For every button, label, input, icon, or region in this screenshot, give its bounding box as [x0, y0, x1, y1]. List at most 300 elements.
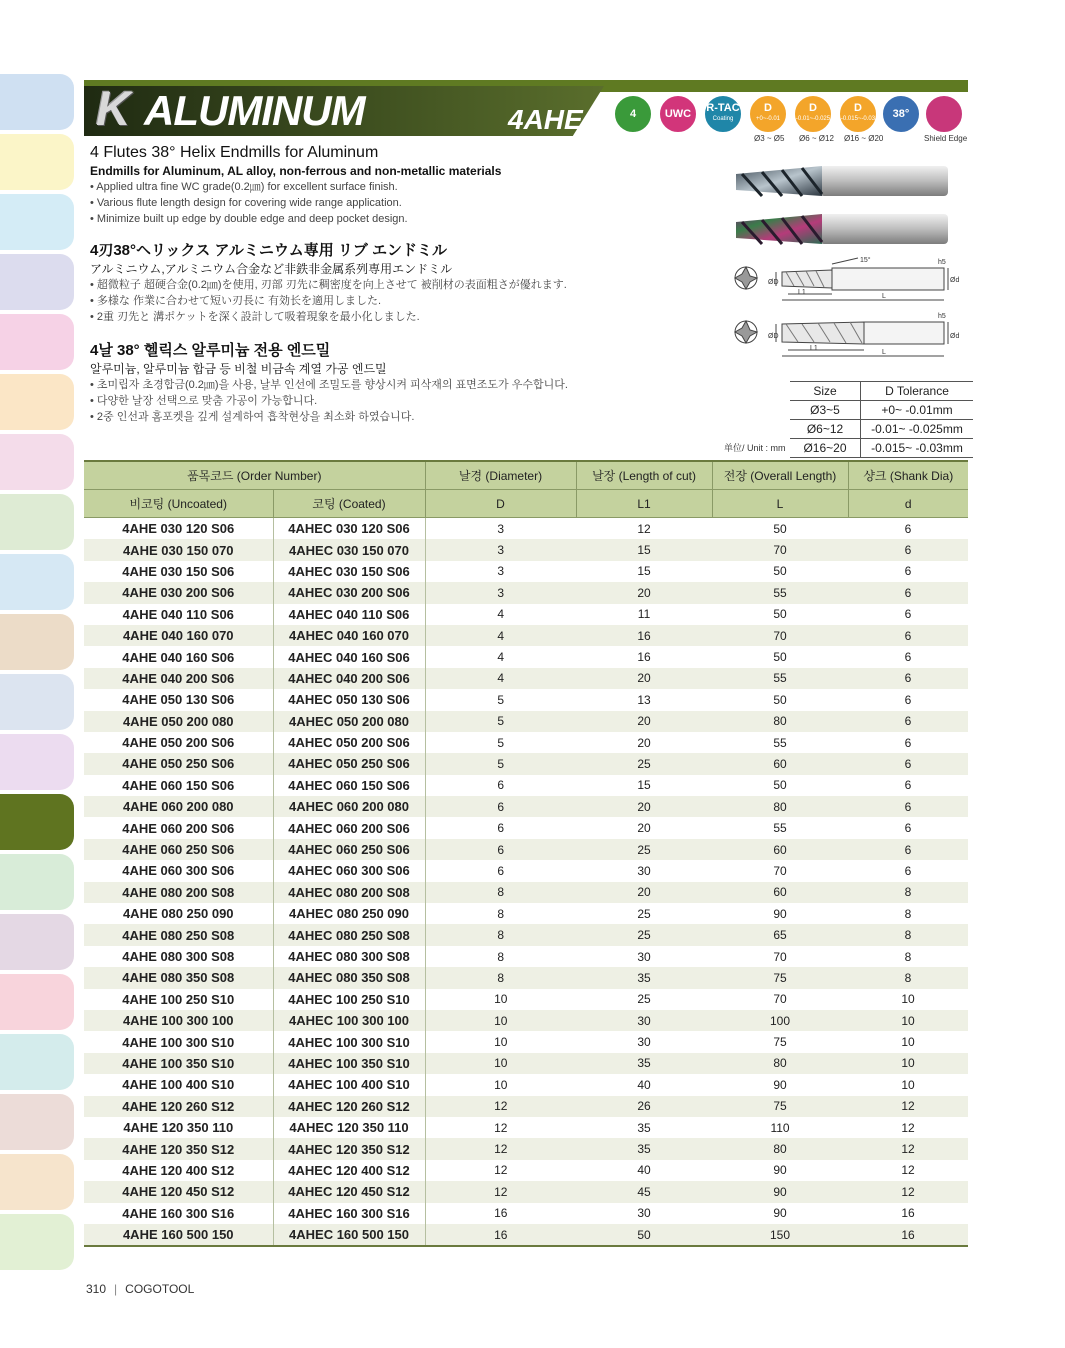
badge-sub: Coating — [712, 116, 734, 122]
overall-length-cell: 80 — [712, 1053, 848, 1074]
flute-count-badge — [613, 94, 653, 134]
loc-cell: 25 — [576, 839, 712, 860]
coated-code: 4AHEC 030 200 S06 — [273, 582, 425, 603]
coated-code: 4AHEC 100 400 S10 — [273, 1074, 425, 1095]
shank-cell: 8 — [848, 924, 968, 945]
overall-length-cell: 75 — [712, 967, 848, 988]
overall-length-cell: 50 — [773, 521, 787, 536]
table-row — [84, 1138, 968, 1159]
loc-cell: 11 — [637, 607, 651, 622]
coated-code: 4AHEC 050 200 S06 — [273, 732, 425, 753]
side-tab[interactable] — [0, 1034, 74, 1090]
overall-length-cell: 90 — [773, 1077, 787, 1092]
table-row — [84, 1053, 968, 1074]
diameter-cell: 10 — [425, 1074, 576, 1095]
l-label: L — [882, 293, 886, 300]
loc-cell: 35 — [637, 1120, 651, 1135]
diameter-cell: 8 — [425, 882, 576, 903]
coated-code: 4AHEC 120 260 S12 — [273, 1096, 425, 1117]
loc-cell: 13 — [637, 692, 651, 707]
badge-label: 4 — [629, 107, 637, 120]
uncoated-code: 4AHE 080 250 S08 — [84, 924, 273, 945]
side-tab[interactable] — [0, 374, 74, 430]
side-tab[interactable] — [0, 734, 74, 790]
tolerance-head-tol: D Tolerance — [861, 382, 974, 401]
side-tab[interactable] — [0, 674, 74, 730]
loc-cell: 45 — [576, 1181, 712, 1202]
diameter-cell: 6 — [425, 775, 576, 796]
overall-length-cell: 55 — [712, 582, 848, 603]
diameter-cell: 12 — [425, 1117, 576, 1138]
shank-cell: 16 — [848, 1224, 968, 1246]
loc-cell: 20 — [576, 582, 712, 603]
table-row — [84, 924, 968, 945]
overall-length-cell: 90 — [773, 1163, 787, 1178]
shank-cell: 10 — [848, 1010, 968, 1031]
overall-length-cell: 60 — [712, 839, 848, 860]
diameter-cell: 6 — [425, 817, 576, 838]
uncoated-code: 4AHE 100 400 S10 — [122, 1077, 235, 1093]
loc-cell: 16 — [637, 650, 651, 665]
tolerance-size: Ø3~5 — [790, 401, 861, 420]
side-tab[interactable] — [0, 1154, 74, 1210]
diameter-cell: 10 — [425, 1031, 576, 1052]
loc-cell: 15 — [637, 778, 651, 793]
diameter-cell: 10 — [425, 989, 576, 1010]
shield-edge-badge — [924, 94, 964, 134]
coated-code: 4AHEC 100 350 S10 — [273, 1053, 425, 1074]
side-tab[interactable] — [0, 914, 74, 970]
uncoated-code: 4AHE 050 200 080 — [84, 711, 273, 732]
diameter-cell: 6 — [425, 860, 576, 881]
uncoated-code: 4AHE 050 130 S06 — [122, 692, 235, 708]
side-tab[interactable] — [0, 314, 74, 370]
description-kr — [90, 341, 710, 425]
table-row — [84, 1181, 968, 1202]
table-row — [84, 753, 968, 774]
table-row — [84, 668, 968, 689]
side-tab[interactable] — [0, 254, 74, 310]
uncoated-code: 4AHE 050 250 S06 — [84, 753, 273, 774]
loc-cell: 26 — [576, 1096, 712, 1117]
shank-cell: 10 — [901, 992, 915, 1007]
loc-cell: 35 — [576, 967, 712, 988]
diameter-cell: 3 — [425, 518, 576, 540]
uncoated-code: 4AHE 080 350 S08 — [84, 967, 273, 988]
table-row — [84, 689, 968, 710]
shank-cell: 6 — [904, 821, 912, 836]
table-row — [84, 561, 968, 582]
shank-cell: 6 — [904, 521, 912, 536]
tolerance-table — [790, 381, 973, 458]
product-photo — [732, 160, 952, 250]
desc-jp-subtitle: アルミニウム,アルミニウム合金など非鉄非金属系列専用エンドミル — [90, 262, 453, 276]
brand-logo-letter: K — [96, 83, 131, 136]
uncoated-code: 4AHE 100 300 100 — [84, 1010, 273, 1031]
loc-cell: 25 — [637, 906, 651, 921]
side-tab[interactable] — [0, 194, 74, 250]
overall-length-cell: 55 — [773, 735, 787, 750]
side-tab[interactable] — [0, 1094, 74, 1150]
shank-cell: 6 — [848, 711, 968, 732]
overall-length-cell: 50 — [773, 778, 787, 793]
diameter-cell: 4 — [425, 625, 576, 646]
desc-kr-title: 4날 38° 헬릭스 알루미늄 전용 엔드밀 — [90, 342, 331, 359]
table-row — [84, 1203, 968, 1224]
table-row — [84, 732, 968, 753]
shank-cell: 6 — [848, 796, 968, 817]
diameter-cell: 3 — [425, 582, 576, 603]
shank-cell: 6 — [848, 839, 968, 860]
badge-label: UWC — [664, 107, 692, 120]
overall-length-cell: 110 — [770, 1120, 790, 1135]
coated-code: 4AHEC 100 300 100 — [273, 1010, 425, 1031]
uncoated-code: 4AHE 120 350 110 — [123, 1120, 234, 1136]
uncoated-code: 4AHE 080 300 S08 — [122, 949, 235, 964]
loc-cell: 40 — [637, 1077, 651, 1092]
uncoated-code: 4AHE 080 250 090 — [122, 906, 234, 922]
coated-code: 4AHEC 040 160 070 — [273, 625, 425, 646]
table-row — [84, 1031, 968, 1052]
l1-label: L1 — [810, 345, 818, 352]
coated-code: 4AHEC 160 300 S16 — [273, 1203, 425, 1224]
series-code: 4AHE — [508, 104, 583, 135]
table-row — [84, 967, 968, 988]
loc-cell: 20 — [576, 882, 712, 903]
uncoated-code: 4AHE 120 350 S12 — [84, 1138, 273, 1159]
loc-cell: 30 — [637, 1035, 651, 1050]
uncoated-code: 4AHE 160 500 150 — [84, 1224, 273, 1246]
table-row — [84, 903, 968, 924]
diameter-cell: 12 — [425, 1138, 576, 1159]
table-row — [84, 839, 968, 860]
uncoated-code: 4AHE 040 160 070 — [84, 625, 273, 646]
diameter-cell: 4 — [425, 668, 576, 689]
diameter-cell: 10 — [425, 1053, 576, 1074]
coated-code: 4AHEC 030 150 S06 — [273, 561, 425, 582]
overall-length-cell: 50 — [773, 650, 787, 665]
table-row — [84, 796, 968, 817]
side-tab[interactable] — [0, 74, 74, 130]
loc-cell: 25 — [576, 924, 712, 945]
badge-caption: Shield Edge — [924, 134, 968, 143]
side-tab[interactable] — [0, 494, 74, 550]
overall-length-cell: 90 — [773, 1206, 787, 1221]
helix-badge — [881, 94, 921, 134]
table-row — [84, 1117, 968, 1138]
badge-sub: -0.015~-0.03 — [840, 116, 876, 122]
uncoated-code: 4AHE 120 400 S12 — [122, 1162, 235, 1178]
d-small-label: Ød — [950, 333, 960, 340]
diameter-cell: 5 — [425, 732, 576, 753]
badge-caption: Ø16 ~ Ø20 — [844, 134, 884, 143]
page-footer — [86, 1282, 194, 1296]
overall-length-cell: 50 — [773, 692, 787, 707]
coated-code: 4AHEC 030 120 S06 — [273, 518, 425, 540]
shank-cell: 6 — [904, 607, 912, 622]
coated-code: 4AHEC 060 200 080 — [273, 796, 425, 817]
uncoated-code: 4AHE 100 250 S10 — [122, 991, 235, 1007]
shank-cell: 6 — [904, 863, 912, 878]
coated-code: 4AHEC 060 200 S06 — [273, 817, 425, 838]
tolerance-size: Ø16~20 — [790, 439, 861, 458]
uncoated-code: 4AHE 060 200 080 — [84, 796, 273, 817]
uncoated-code: 4AHE 030 150 S06 — [122, 563, 235, 579]
page-number: 310 — [86, 1282, 107, 1296]
coated-code: 4AHEC 030 150 070 — [273, 539, 425, 560]
shank-cell: 12 — [901, 1163, 915, 1178]
loc-cell: 40 — [637, 1163, 651, 1178]
diameter-cell: 10 — [425, 1010, 576, 1031]
overall-length-cell: 80 — [712, 796, 848, 817]
diameter-cell: 5 — [425, 753, 576, 774]
shank-cell: 6 — [904, 564, 912, 579]
side-tab[interactable] — [0, 794, 74, 850]
table-row — [84, 1010, 968, 1031]
uncoated-code: 4AHE 080 200 S08 — [84, 882, 273, 903]
page-title: ALUMINUM — [144, 87, 365, 134]
overall-length-cell: 80 — [712, 711, 848, 732]
badge-sub: -0.01~-0.025 — [795, 116, 831, 122]
col-header-diameter: 날경 (Diameter) — [425, 461, 576, 490]
coated-code: 4AHEC 050 200 080 — [273, 711, 425, 732]
loc-cell: 35 — [576, 1138, 712, 1159]
h5-label: h5 — [938, 259, 946, 266]
tolerance-head-size: Size — [790, 382, 861, 401]
desc-en-bullet: • Various flute length design for covering wide range application. — [90, 197, 402, 209]
coated-code: 4AHEC 060 250 S06 — [273, 839, 425, 860]
diameter-cell: 3 — [425, 539, 576, 560]
diameter-cell: 16 — [425, 1224, 576, 1246]
coated-code: 4AHEC 080 250 S08 — [273, 924, 425, 945]
col-header-length-of-cut: 날장 (Length of cut) — [576, 461, 712, 490]
loc-cell: 30 — [637, 863, 651, 878]
l1-label: L1 — [798, 289, 806, 296]
coated-code: 4AHEC 100 250 S10 — [273, 989, 425, 1010]
unit-label: 单位/ Unit : mm — [724, 443, 786, 453]
desc-en-bullet: • Minimize built up edge by double edge and deep pocket design. — [90, 213, 408, 225]
diameter-cell: 3 — [425, 561, 576, 582]
diameter-cell: 6 — [425, 839, 576, 860]
loc-cell: 15 — [637, 564, 651, 579]
coated-code: 4AHEC 060 150 S06 — [273, 775, 425, 796]
uncoated-code: 4AHE 100 300 S10 — [122, 1034, 235, 1050]
diameter-cell: 4 — [425, 604, 576, 625]
shank-cell: 6 — [848, 539, 968, 560]
angle-label: 15° — [860, 257, 871, 264]
badge-label: 38° — [892, 107, 910, 120]
table-row — [84, 775, 968, 796]
desc-jp-title: 4刃38°ヘリックス アルミニウム専用 リブ エンドミル — [90, 242, 448, 259]
shank-cell: 10 — [901, 1035, 915, 1050]
shank-cell: 6 — [848, 582, 968, 603]
coated-code: 4AHEC 050 130 S06 — [273, 689, 425, 710]
table-row — [84, 625, 968, 646]
uncoated-code: 4AHE 100 350 S10 — [84, 1053, 273, 1074]
shank-cell: 6 — [848, 625, 968, 646]
footer-separator: | — [114, 1282, 118, 1296]
uwc-badge — [658, 94, 698, 134]
coated-code: 4AHEC 120 450 S12 — [273, 1181, 425, 1202]
col-header-d: D — [425, 490, 576, 518]
d-cap-label: ØD — [768, 279, 779, 286]
coated-code: 4AHEC 100 300 S10 — [273, 1031, 425, 1052]
table-row — [84, 1224, 968, 1246]
diameter-cell: 4 — [425, 646, 576, 667]
overall-length-cell: 75 — [773, 1035, 787, 1050]
shank-cell: 12 — [848, 1181, 968, 1202]
side-tab[interactable] — [0, 134, 74, 190]
tolerance-size: Ø6~12 — [790, 420, 861, 439]
overall-length-cell: 70 — [712, 539, 848, 560]
overall-length-cell: 75 — [712, 1096, 848, 1117]
coated-code: 4AHEC 120 350 S12 — [273, 1138, 425, 1159]
loc-cell: 30 — [576, 1010, 712, 1031]
uncoated-code: 4AHE 060 250 S06 — [84, 839, 273, 860]
loc-cell: 25 — [637, 992, 651, 1007]
col-header-l: L — [712, 490, 848, 518]
table-row — [84, 582, 968, 603]
overall-length-cell: 70 — [773, 949, 787, 964]
diameter-cell: 8 — [425, 967, 576, 988]
table-row — [84, 1160, 968, 1181]
uncoated-code: 4AHE 160 300 S16 — [122, 1205, 235, 1221]
overall-length-cell: 70 — [712, 625, 848, 646]
diameter-cell: 6 — [425, 796, 576, 817]
product-table — [84, 460, 968, 1247]
d-cap-label: ØD — [768, 333, 779, 340]
overall-length-cell: 150 — [712, 1224, 848, 1246]
loc-cell: 35 — [576, 1053, 712, 1074]
desc-en-title: 4 Flutes 38° Helix Endmills for Aluminum — [90, 144, 379, 161]
footer-brand: COGOTOOL — [125, 1282, 195, 1296]
uncoated-code: 4AHE 040 110 S06 — [122, 606, 234, 622]
uncoated-code: 4AHE 030 150 070 — [84, 539, 273, 560]
diameter-cell: 5 — [425, 711, 576, 732]
table-row — [84, 711, 968, 732]
side-tab[interactable] — [0, 854, 74, 910]
shank-cell: 8 — [904, 949, 912, 964]
coated-code: 4AHEC 080 300 S08 — [273, 946, 425, 967]
d-small-label: Ød — [950, 277, 960, 284]
shank-cell: 6 — [904, 692, 912, 707]
badge-caption: Ø3 ~ Ø5 — [754, 134, 785, 143]
shank-cell: 6 — [904, 778, 912, 793]
table-row — [84, 817, 968, 838]
l-label: L — [882, 349, 886, 356]
loc-cell: 20 — [576, 796, 712, 817]
tolerance-value: +0~ -0.01mm — [861, 401, 974, 420]
coated-code: 4AHEC 160 500 150 — [273, 1224, 425, 1246]
badge-sub: +0~-0.01 — [755, 116, 781, 122]
d-tol-badge-2 — [793, 94, 833, 134]
overall-length-cell: 70 — [773, 992, 787, 1007]
table-row — [84, 989, 968, 1010]
h5-label: h5 — [938, 313, 946, 320]
overall-length-cell: 50 — [773, 607, 787, 622]
overall-length-cell: 55 — [773, 821, 787, 836]
table-row — [84, 1074, 968, 1095]
desc-jp-bullet: • 超微粒子 超硬合金(0.2㎛)を使用, 刃部 刃先に稠密度を向上させて 被削材の表面粗さが優れます. — [90, 279, 567, 291]
uncoated-code: 4AHE 040 160 S06 — [122, 649, 235, 665]
table-row — [84, 882, 968, 903]
shank-cell: 6 — [904, 735, 912, 750]
loc-cell: 50 — [576, 1224, 712, 1246]
technical-drawing — [728, 254, 960, 374]
loc-cell: 20 — [637, 821, 651, 836]
table-row — [84, 860, 968, 881]
coated-code: 4AHEC 120 400 S12 — [273, 1160, 425, 1181]
coated-code: 4AHEC 080 350 S08 — [273, 967, 425, 988]
shank-cell: 6 — [848, 668, 968, 689]
coated-code: 4AHEC 080 200 S08 — [273, 882, 425, 903]
loc-cell: 25 — [576, 753, 712, 774]
badge-label: D — [809, 102, 817, 114]
desc-jp-bullet: • 多様な 作業に合わせて短い刃長に 有効长を適用しました. — [90, 295, 382, 307]
col-header-order-number: 품목코드 (Order Number) — [84, 461, 425, 490]
side-tab[interactable] — [0, 1214, 74, 1270]
r-tac-badge — [703, 94, 743, 134]
table-row — [84, 518, 968, 540]
side-tab[interactable] — [0, 554, 74, 610]
uncoated-code: 4AHE 050 200 S06 — [122, 735, 235, 751]
shank-cell: 12 — [901, 1120, 915, 1135]
col-header-overall-length: 전장 (Overall Length) — [712, 461, 848, 490]
col-header-uncoated: 비코팅 (Uncoated) — [84, 490, 273, 518]
side-tab[interactable] — [0, 434, 74, 490]
coated-code: 4AHEC 040 160 S06 — [273, 646, 425, 667]
diameter-cell: 12 — [425, 1096, 576, 1117]
table-row — [84, 946, 968, 967]
tolerance-value: -0.01~ -0.025mm — [861, 420, 974, 439]
side-tab[interactable] — [0, 614, 74, 670]
badge-caption: Ø6 ~ Ø12 — [799, 134, 834, 143]
loc-cell: 20 — [576, 668, 712, 689]
badge-label: R-TAC — [706, 102, 740, 114]
coated-code: 4AHEC 050 250 S06 — [273, 753, 425, 774]
side-tab[interactable] — [0, 974, 74, 1030]
col-header-l1: L1 — [576, 490, 712, 518]
diameter-cell: 8 — [425, 903, 576, 924]
diameter-cell: 8 — [425, 946, 576, 967]
table-row — [84, 604, 968, 625]
description-en — [90, 143, 710, 227]
diameter-cell: 12 — [425, 1160, 576, 1181]
coated-code: 4AHEC 060 300 S06 — [273, 860, 425, 881]
loc-cell: 30 — [637, 949, 651, 964]
tolerance-value: -0.015~ -0.03mm — [861, 439, 974, 458]
overall-length-cell: 55 — [712, 668, 848, 689]
loc-cell: 20 — [637, 735, 651, 750]
table-row — [84, 539, 968, 560]
desc-kr-bullet: • 2중 인선과 홈포켓을 깊게 설계하여 흡착현상을 최소화 하였습니다. — [90, 411, 415, 423]
overall-length-cell: 65 — [712, 924, 848, 945]
uncoated-code: 4AHE 060 200 S06 — [122, 820, 235, 836]
loc-cell: 12 — [637, 521, 651, 536]
description-jp — [90, 241, 710, 325]
overall-length-cell: 60 — [712, 882, 848, 903]
loc-cell: 16 — [576, 625, 712, 646]
overall-length-cell: 60 — [712, 753, 848, 774]
diameter-cell: 8 — [425, 924, 576, 945]
shank-cell: 12 — [848, 1138, 968, 1159]
loc-cell: 20 — [576, 711, 712, 732]
col-header-shank-dia: 샹크 (Shank Dia) — [848, 461, 968, 490]
table-row — [84, 646, 968, 667]
desc-jp-bullet: • 2重 刃先と 溝ポケットを深く設計して吸着現象を最小化しました. — [90, 311, 420, 323]
col-header-coated: 코팅 (Coated) — [273, 490, 425, 518]
uncoated-code: 4AHE 120 260 S12 — [84, 1096, 273, 1117]
